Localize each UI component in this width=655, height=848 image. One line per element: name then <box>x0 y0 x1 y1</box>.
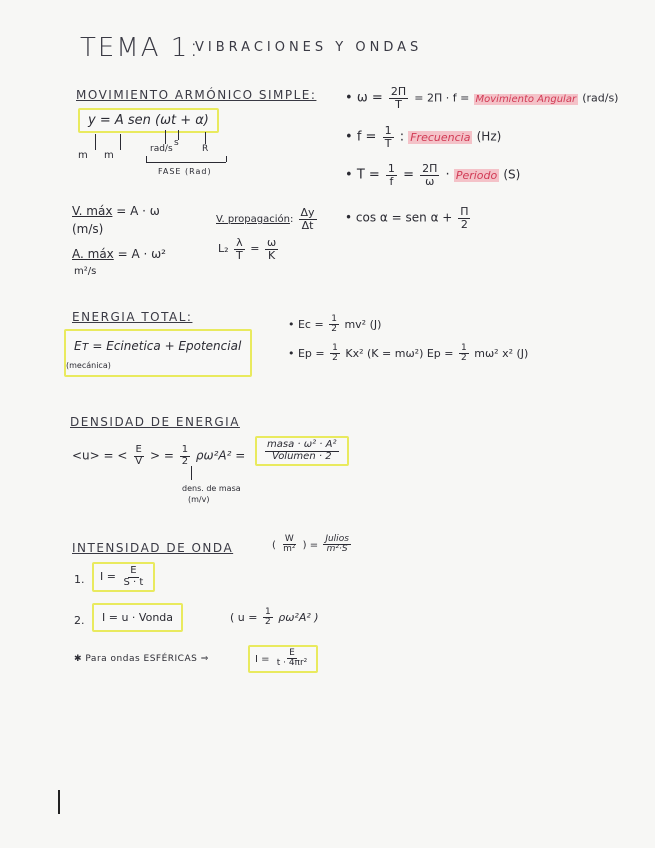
densidad-note2: (m/v) <box>188 495 210 504</box>
densidad-heading: DENSIDAD DE ENERGIA <box>70 415 240 429</box>
densidad-note1: dens. de masa <box>182 484 241 493</box>
vprop-row: V. propagación: $\frac{\Delta y}{\Delta t}$ <box>216 206 315 232</box>
intensidad-f2-box: I = u · Vonda <box>92 603 183 632</box>
intensidad-f3-box: I = $\frac{E}{\text{t · 4πr²}}$ <box>248 645 318 673</box>
ep-formula: • Ep = $\frac{1}{2}$ Kx² (K = mω²) Ep = $\frac{1}{2}$ mω² x² (J) <box>288 343 529 364</box>
intensidad-f1-idx: 1. <box>74 573 85 586</box>
intensidad-units: ( $\frac{W}{\text{m²}}$ ) = $\frac{\text{Julios}}{\text{m²·S}}$ <box>272 534 349 555</box>
page-title: TEMA 1: <box>80 33 201 63</box>
energia-note: (mecánica) <box>66 361 111 370</box>
intensidad-f3-lead: ✱ Para ondas ESFÉRICAS ⇒ <box>74 654 209 664</box>
fase-label: FASE (Rad) <box>158 167 212 176</box>
mas-equation: y = A sen (ωt + α) <box>88 113 209 128</box>
vmax-unit: (m/s) <box>72 222 104 236</box>
period-formula: • T = $\frac{1}{f}$ = $\frac{2\Pi}{\omega}$ · Periodo (S) <box>345 162 521 188</box>
label-rads: rad/s <box>150 144 173 154</box>
vmax-row: V. máx = A · ω <box>72 204 160 218</box>
intensidad-f2-idx: 2. <box>74 614 85 627</box>
densidad-box: $\frac{\text{masa · ω² · A²}}{\text{Volumen · 2}}$ <box>255 436 349 466</box>
omega-formula: • ω = $\frac{2\Pi}{T}$ = 2Π · f = Movimiento Angular (rad/s) <box>345 85 619 111</box>
energia-heading: ENERGIA TOTAL: <box>72 310 193 324</box>
margin-mark <box>58 790 60 814</box>
ec-formula: • Ec = $\frac{1}{2}$ mv² (J) <box>288 314 382 335</box>
energia-box <box>64 329 252 377</box>
energia-equation: Eᴛ = Ecinetica + Epotencial <box>74 339 242 353</box>
label-m1: m <box>78 150 88 161</box>
amax-row: A. máx = A · ω² <box>72 247 166 261</box>
densidad-formula: <u> = < $\frac{E}{V}$ > = $\frac{1}{2}$ ρω²A² = <box>72 444 246 467</box>
intensidad-heading: INTENSIDAD DE ONDA <box>72 541 234 555</box>
mas-equation-box <box>78 108 219 133</box>
label-m2: m <box>104 150 114 161</box>
intensidad-f1-box: I = $\frac{E}{S \cdot t}$ <box>92 562 155 592</box>
label-r: R <box>202 144 209 154</box>
freq-formula: • f = $\frac{1}{T}$ : Frecuencia (Hz) <box>345 124 502 150</box>
intensidad-f2-side: ( u = $\frac{1}{2}$ ρω²A² ) <box>230 607 319 628</box>
vprop-row2: L₂ $\frac{\lambda}{T}$ = $\frac{\omega}{K}$ <box>218 236 277 262</box>
page-subtitle: VIBRACIONES Y ONDAS <box>195 40 423 55</box>
amax-unit: m²/s <box>74 266 97 277</box>
label-s: s <box>174 138 179 148</box>
cos-formula: • cos α = sen α + $\frac{\Pi}{2}$ <box>345 205 469 231</box>
mas-heading: MOVIMIENTO ARMÓNICO SIMPLE: <box>76 88 317 102</box>
